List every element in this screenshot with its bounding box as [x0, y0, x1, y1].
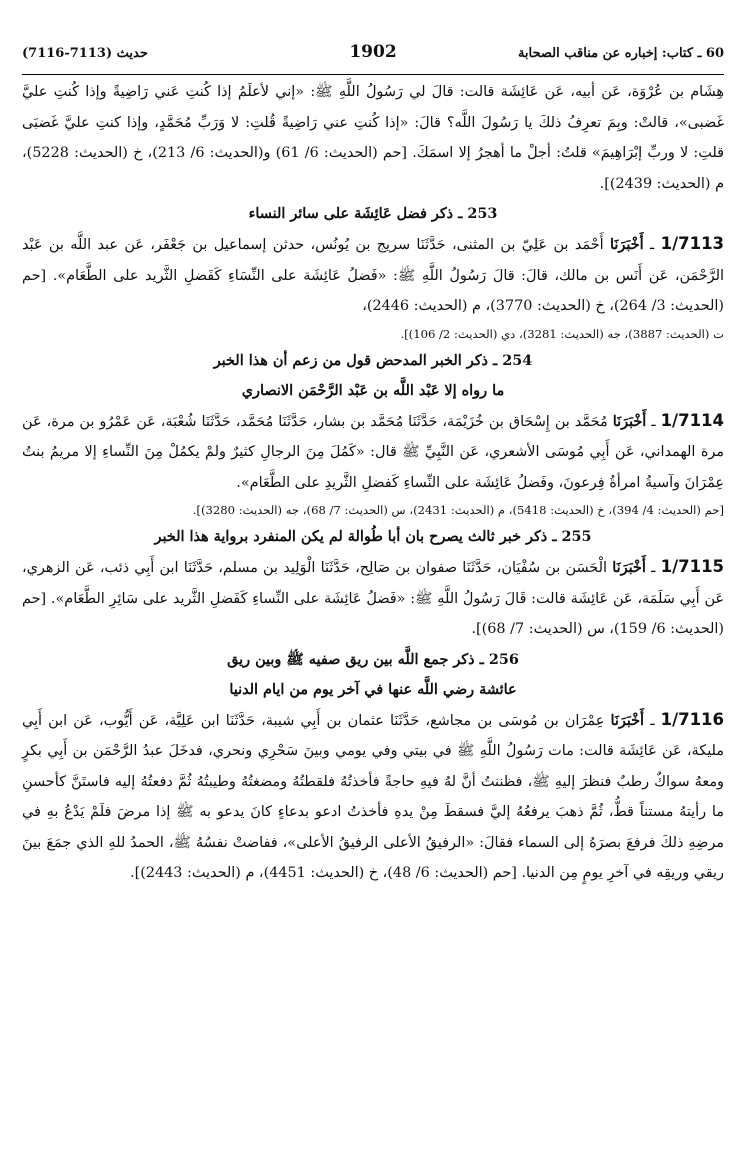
dash: ـ	[651, 413, 656, 430]
hadith-7114	[22, 406, 724, 499]
text-line: عَائِشَة على النِّساءِ كَفَضلِ الثَّريد على سَائِرِ الطَّعَام». [حم (الحديث: 6/ 159)، س (الحديث: 7/ 68)].	[22, 590, 724, 637]
text-line: هِشَام بن عُرْوَة، عَن أبيه، عَن عَائِشَة قالت: قالَ لي رَسُولُ اللَّهِ ﷺ: «إني لأعلَمُ إذا كُنتِ عَني رَاضِيةً	[112, 84, 724, 100]
text-line: شُعْبَة، عَن عَمْرُو بن مرة، عَن مرة الهمداني، عَن أَبِي مُوسَى الأشعري، عَن النَّبِيِّ ﷺ قال: «كَمُلَ مِنَ	[22, 413, 725, 460]
dash: ـ	[651, 560, 656, 576]
page-body	[22, 77, 724, 889]
text-line: الرجالِ كثيرٌ ولمْ يكمُلْ مِنَ النِّساءِ إلا مريمُ بنتُ عِمْرَانَ وآسيةُ امرأةُ فِرعونَ، وفَضلُ عَائِشَة على النِّساءِ	[22, 444, 724, 491]
page-number: 1902	[349, 42, 397, 62]
hadith-opening: أَخْبَرَنَا	[612, 412, 647, 430]
text-line: مُحَمَّد بن إِسْحَاق بن خُزَيْمَة، حَدَّثَنَا مُحَمَّد بن بشار، حَدَّثَنَا مُحَمَّد، حَدَّثَنَا	[201, 413, 608, 430]
hadith-7113	[22, 229, 724, 322]
text-line: وإذا كُنتِ عليَّ غَضبى»، قالتْ: وبِمَ تعرِفُ ذلكَ يا رَسُولَ اللَّه؟ قالَ: «إذا كُنتِ عني رَاضِيةً قُلتِ:	[22, 84, 725, 131]
section-heading-253: 253 ـ ذكر فضل عَائِشَة على سائر النساء	[248, 205, 498, 222]
text-line: اسمَكَ. [حم (الحديث: 6/ 61) و(الحديث: 6/ 213)، خ (الحديث: 5228)، م (الحديث: 2439)].	[22, 145, 724, 192]
hadith-number: 1/7116	[660, 709, 725, 729]
section-heading-254-cont: ما رواه إلا عَبْد اللَّه بن عَبْد الرَّحْمَن الانصاري	[241, 381, 505, 399]
text-line: عَلِيَّة، عَن أَيُّوب، عَن ابن أَبِي مليكة، عَن عَائِشَة قالت: مات رَسُولُ اللَّهِ ﷺ في بيتي وفي يومي وبينَ	[22, 712, 725, 759]
dash: ـ	[650, 712, 655, 729]
hadith-number: 1/7115	[660, 557, 725, 576]
section-heading-255: 255 ـ ذكر خبر ثالث يصرح بان أبا طُوالة لم يكن المنفرد برواية هذا الخبر	[154, 528, 592, 545]
page-header	[22, 38, 724, 75]
text-line: على النِّسَاءِ كَفَضلِ الثَّريد على الطَّعَام». [حم (الحديث: 3/ 264)، خ (الحديث: 3770)، م (الحديث: 2446)،	[22, 267, 724, 314]
hadith-range: حديث (7113-7116)	[22, 46, 148, 61]
text-line: سَحْرِي ونحري، فدخَلَ عبدُ الرَّحْمَن بن أَبِي بكرٍ ومعهُ سواكٌ رطبٌ فنظرَ إليهِ ﷺ، فظننتُ أنَّ لهُ فيهِ	[22, 743, 724, 790]
hadith-number: 1/7114	[660, 410, 725, 430]
hadith-7115	[22, 552, 724, 645]
hadith-opening: أَخْبَرَنَا	[612, 559, 646, 576]
hadith-reference: [حم (الحديث: 4/ 394)، خ (الحديث: 5418)، م (الحديث: 2431)، س (الحديث: 7/ 68)، جه (الحديث: 3280)].	[192, 503, 724, 517]
text-line: أَحْمَد بن عَلِيّ بن المثنى، حَدَّثَنَا سريج بن يُونُس، حدثن إسماعيل بن	[192, 237, 604, 253]
text-line: بينَ ريقي وريقِه في آخرِ يومٍ مِن الدنيا. [حم (الحديث: 6/ 48)، خ (الحديث: 4451)، م (الحديث: 2443)].	[22, 834, 724, 881]
section-heading-256-cont: عائشة رضي اللَّه عنها في آخر يوم من ايام الدنيا	[229, 680, 517, 698]
text-line: الْحَسَن بن سُفْيَان، حَدَّثَنَا صفوان بن صَالِح، حَدَّثَنَا الْوَلِيد بن مسلم،	[218, 560, 607, 576]
paragraph-continuation	[22, 77, 724, 199]
hadith-number: 1/7113	[660, 234, 725, 253]
text-line: إليَّ فسقطَ مِنْ يدهِ فأخذتُ ادعو بدعاءٍ كانَ يدعو به ﷺ إذا مرضَ فلَمْ يَدْعُ بهِ في مرضِهِ ذلكَ فرفعَ	[22, 804, 724, 851]
text-line: بصرَهُ إلى السماء فقالَ: «الرفيقُ الأعلى الرفيقُ الأعلى»، ففاضتْ نفسُهُ ﷺ، الحمدُ للهِ الذي جمَعَ	[46, 834, 622, 851]
hadith-7116	[22, 705, 724, 889]
hadith-opening: أَخْبَرَنَا	[610, 236, 644, 253]
text-line: كَفضلِ الثَّريدِ على الطَّعَام».	[236, 474, 399, 491]
section-heading-256: 256 ـ ذكر جمع اللَّه بين ريق صفيه ﷺ وبين ريق	[227, 650, 519, 668]
text-line: حاجةً فأخذتُهُ فلقطتُهُ ومضغتُهُ وطيبتُهُ ثُمَّ دفعتُهُ إليه فاستَنَّ كأحسنِ ما رأيتهُ مستناً قطُّ، ثُمَّ ذهبَ يرفعُهُ	[22, 773, 725, 820]
text-line: لا وَرَبِّ مُحَمَّدٍ، وإذا كنتِ عليَّ غَضبَى قلتِ: لا وربِّ إبْرَاهِيمَ» قلتُ: أجلْ ما أهجرُ إلا	[22, 114, 724, 161]
text-line: حَدَّثَنَا ابن أَبِي ذئب، عَن الزهري، عَن أَبِي سَلَمَة، عَن عَائِشَة قالت: قَالَ رَسُولُ اللَّهِ ﷺ: «فَضلُ	[22, 560, 724, 607]
chapter-title: 60 ـ كتاب: إخباره عن مناقب الصحابة	[517, 46, 724, 61]
text-line: عِمْرَان بن مُوسَى بن مجاشع، حَدَّثَنَا عثمان بن أَبِي شيبة، حَدَّثَنَا ابن	[200, 712, 605, 729]
hadith-reference: ت (الحديث: 3887)، جه (الحديث: 3281)، دي (الحديث: 2/ 106)].	[400, 326, 724, 341]
dash: ـ	[649, 237, 655, 253]
page	[0, 38, 749, 1152]
text-line: جَعْفَر، عَن عبد اللَّه بن عَبْد الرَّحْمَن، عَن أَنَس بن مالك، قالَ: قالَ رَسُولُ اللَّهِ ﷺ: «فَضلُ عَائِشَة	[22, 237, 724, 284]
hadith-opening: أَخْبَرَنَا	[610, 711, 645, 729]
section-heading-254: 254 ـ ذكر الخبر المدحض قول من زعم أن هذا الخبر	[213, 351, 533, 369]
